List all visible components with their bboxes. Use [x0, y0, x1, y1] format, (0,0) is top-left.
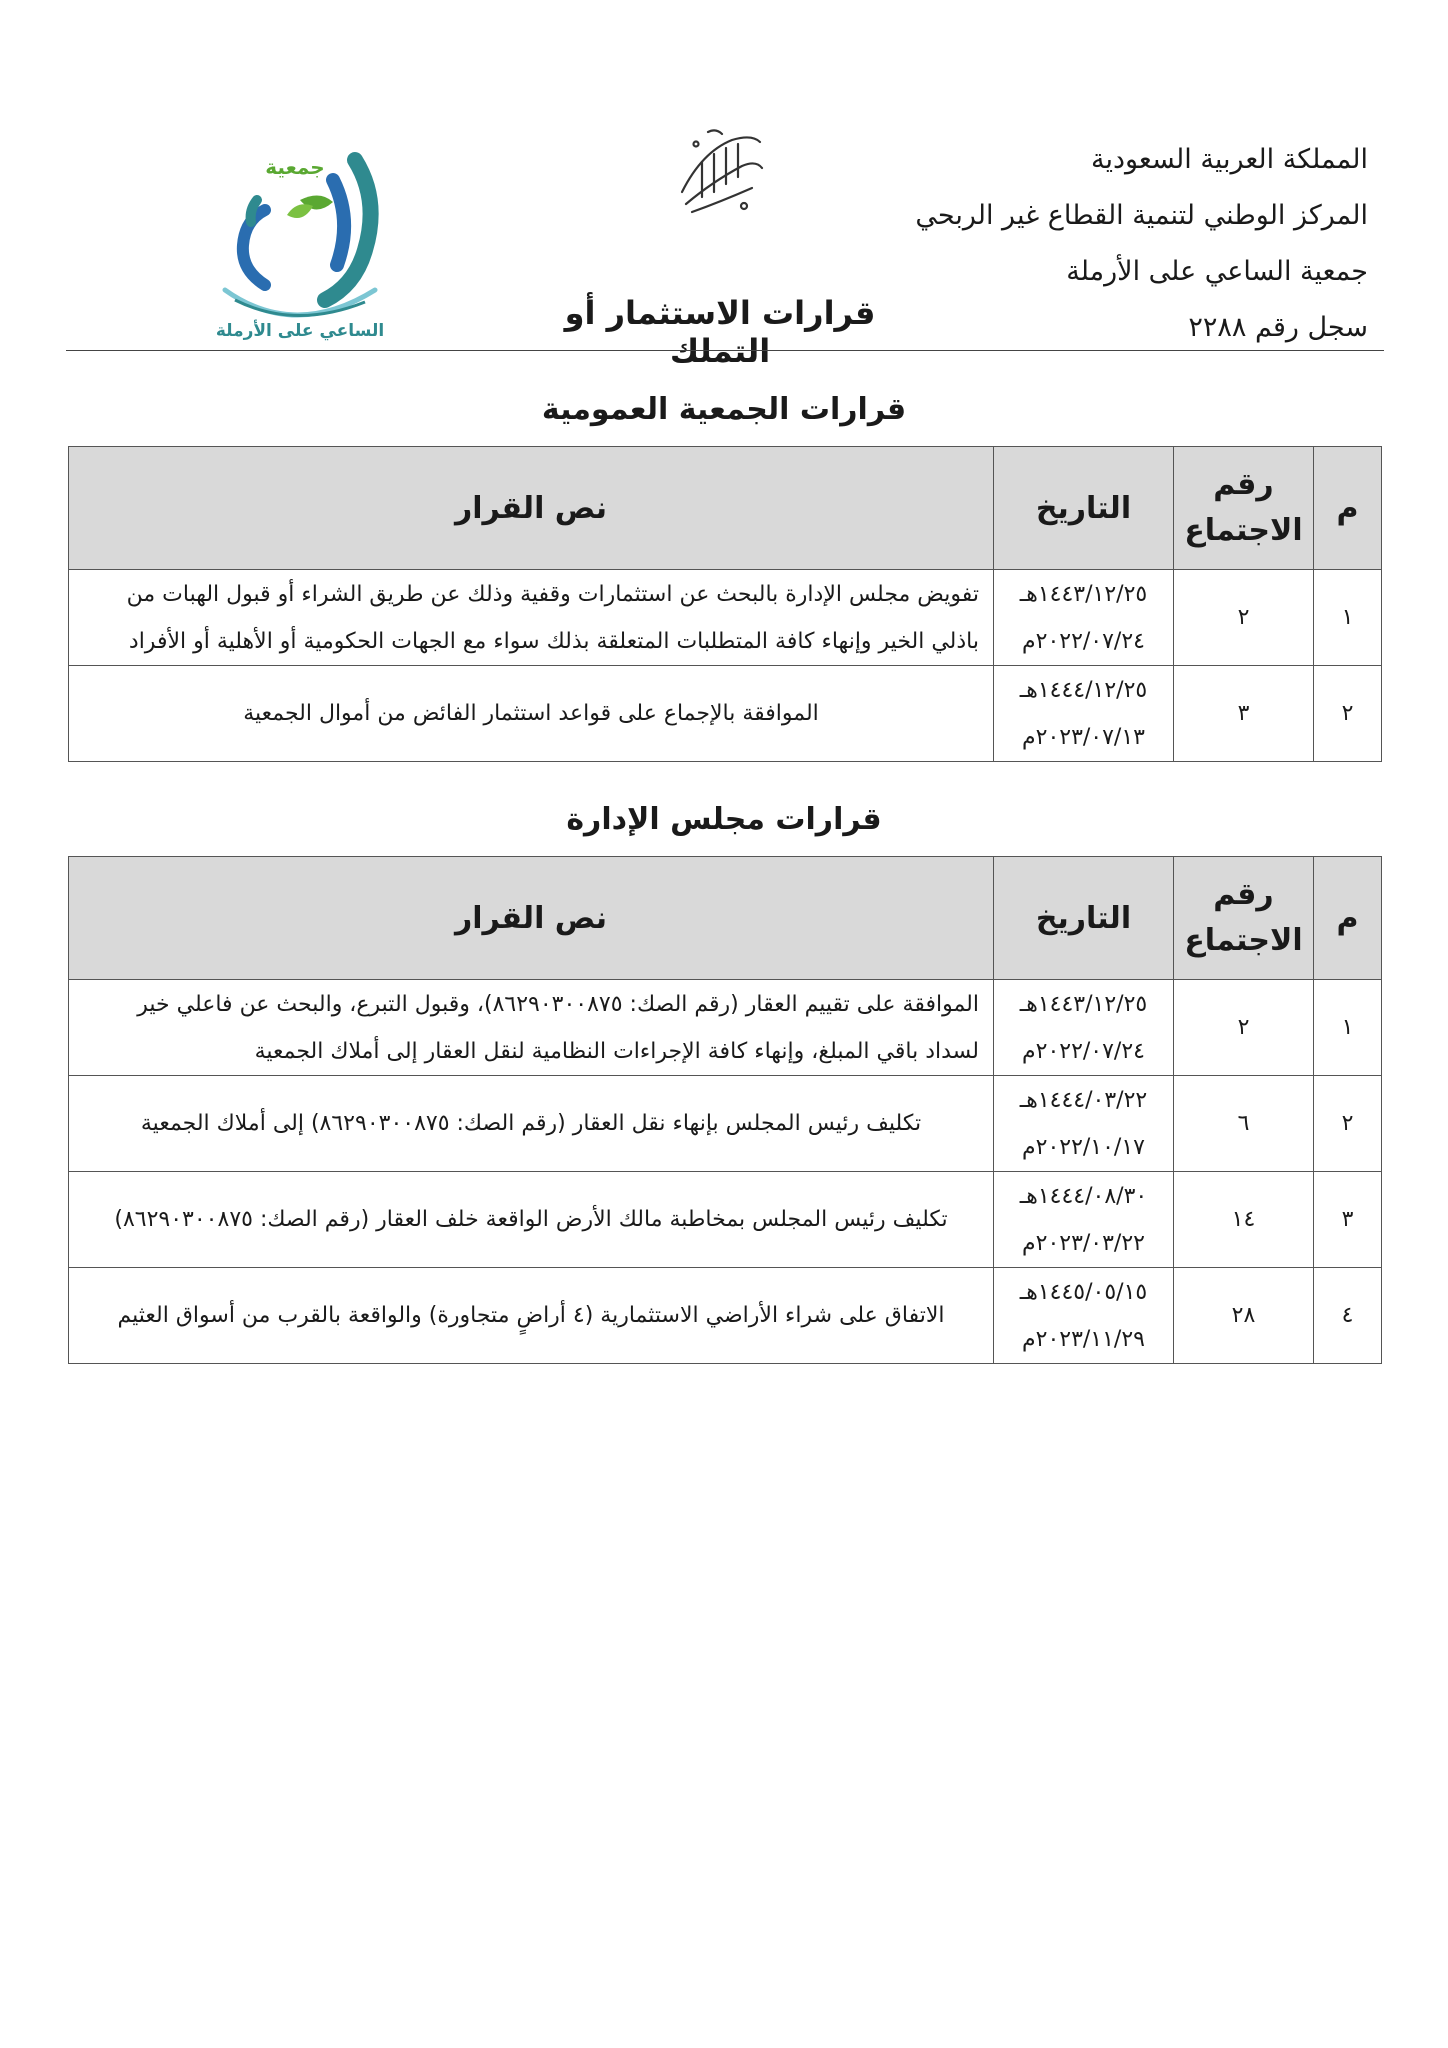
row-date [994, 666, 1174, 762]
general-assembly-table [68, 446, 1382, 762]
table-row [69, 980, 1382, 1076]
table-row [69, 1172, 1382, 1268]
row-date [994, 1268, 1174, 1364]
row-meeting: ١٤ [1174, 1172, 1314, 1268]
row-meeting: ٢ [1174, 570, 1314, 666]
svg-text:الساعي على الأرملة: الساعي على الأرملة [215, 321, 385, 341]
column-header-text: نص القرار [69, 447, 994, 570]
row-text: الموافقة بالإجماع على قواعد استثمار الفائض من أموال الجمعية [69, 666, 994, 762]
table-header-row [69, 447, 1382, 570]
row-meeting: ٦ [1174, 1076, 1314, 1172]
date-gregorian: ٢٠٢٢/٠٧/٢٤م [1022, 1038, 1145, 1064]
org-line-center: المركز الوطني لتنمية القطاع غير الربحي [915, 200, 1368, 231]
date-gregorian: ٢٠٢٣/١١/٢٩م [1022, 1326, 1145, 1352]
org-line-association: جمعية الساعي على الأرملة [1066, 256, 1368, 287]
date-gregorian: ٢٠٢٣/٠٣/٢٢م [1022, 1230, 1145, 1256]
association-logo-icon [205, 140, 395, 350]
date-hijri: ١٤٤٣/١٢/٢٥هـ [1019, 991, 1148, 1017]
row-text: تكليف رئيس المجلس بإنهاء نقل العقار (رقم الصك: ٨٦٢٩٠٣٠٠٨٧٥) إلى أملاك الجمعية [69, 1076, 994, 1172]
row-date [994, 980, 1174, 1076]
date-hijri: ١٤٤٤/١٢/٢٥هـ [1019, 677, 1148, 703]
table-row [69, 1268, 1382, 1364]
table-row [69, 1076, 1382, 1172]
date-hijri: ١٤٤٥/٠٥/١٥هـ [1019, 1279, 1148, 1305]
row-number: ٣ [1314, 1172, 1382, 1268]
row-number: ٤ [1314, 1268, 1382, 1364]
date-hijri: ١٤٤٣/١٢/٢٥هـ [1019, 581, 1148, 607]
column-header-text: نص القرار [69, 857, 994, 980]
table-row [69, 666, 1382, 762]
basmala-calligraphy-icon [672, 122, 770, 222]
column-header-meeting: رقم الاجتماع [1174, 447, 1314, 570]
column-header-number: م [1314, 857, 1382, 980]
column-header-number: م [1314, 447, 1382, 570]
row-number: ١ [1314, 570, 1382, 666]
row-date [994, 1076, 1174, 1172]
document-title: قرارات الاستثمار أو التملك [564, 294, 876, 370]
row-meeting: ٣ [1174, 666, 1314, 762]
row-text: تكليف رئيس المجلس بمخاطبة مالك الأرض الواقعة خلف العقار (رقم الصك: ٨٦٢٩٠٣٠٠٨٧٥) [69, 1172, 994, 1268]
column-header-meeting: رقم الاجتماع [1174, 857, 1314, 980]
row-meeting: ٢ [1174, 980, 1314, 1076]
date-gregorian: ٢٠٢٢/٠٧/٢٤م [1022, 628, 1145, 654]
row-date [994, 1172, 1174, 1268]
table-row [69, 570, 1382, 666]
section-title-general-assembly: قرارات الجمعية العمومية [541, 392, 907, 427]
organization-header [915, 132, 1368, 356]
row-number: ٢ [1314, 1076, 1382, 1172]
row-number: ٢ [1314, 666, 1382, 762]
board-decisions-table [68, 856, 1382, 1364]
row-meeting: ٢٨ [1174, 1268, 1314, 1364]
date-gregorian: ٢٠٢٢/١٠/١٧م [1022, 1134, 1145, 1160]
svg-text:جمعية: جمعية [265, 155, 325, 179]
section-title-board: قرارات مجلس الإدارة [566, 802, 882, 837]
date-hijri: ١٤٤٤/٠٣/٢٢هـ [1019, 1087, 1148, 1113]
org-line-registry: سجل رقم ٢٢٨٨ [1188, 312, 1368, 343]
row-number: ١ [1314, 980, 1382, 1076]
row-date [994, 570, 1174, 666]
date-hijri: ١٤٤٤/٠٨/٣٠هـ [1019, 1183, 1148, 1209]
column-header-date: التاريخ [994, 857, 1174, 980]
org-line-country: المملكة العربية السعودية [1090, 144, 1368, 175]
row-text: تفويض مجلس الإدارة بالبحث عن استثمارات وقفية وذلك عن طريق الشراء أو قبول الهبات من باذلي الخير وإنهاء كافة المتطلبات المتعلقة بذلك سواء مع الجهات الحكومية أو الأهلية أو الأفراد [69, 570, 994, 666]
row-text: الموافقة على تقييم العقار (رقم الصك: ٨٦٢٩٠٣٠٠٨٧٥)، وقبول التبرع، والبحث عن فاعلي خير لسداد باقي المبلغ، وإنهاء كافة الإجراءات النظامية لنقل العقار إلى أملاك الجمعية [69, 980, 994, 1076]
date-gregorian: ٢٠٢٣/٠٧/١٣م [1022, 724, 1145, 750]
table-header-row [69, 857, 1382, 980]
column-header-date: التاريخ [994, 447, 1174, 570]
row-text: الاتفاق على شراء الأراضي الاستثمارية (٤ أراضٍ متجاورة) والواقعة بالقرب من أسواق العثيم [69, 1268, 994, 1364]
header-divider [66, 350, 1384, 351]
